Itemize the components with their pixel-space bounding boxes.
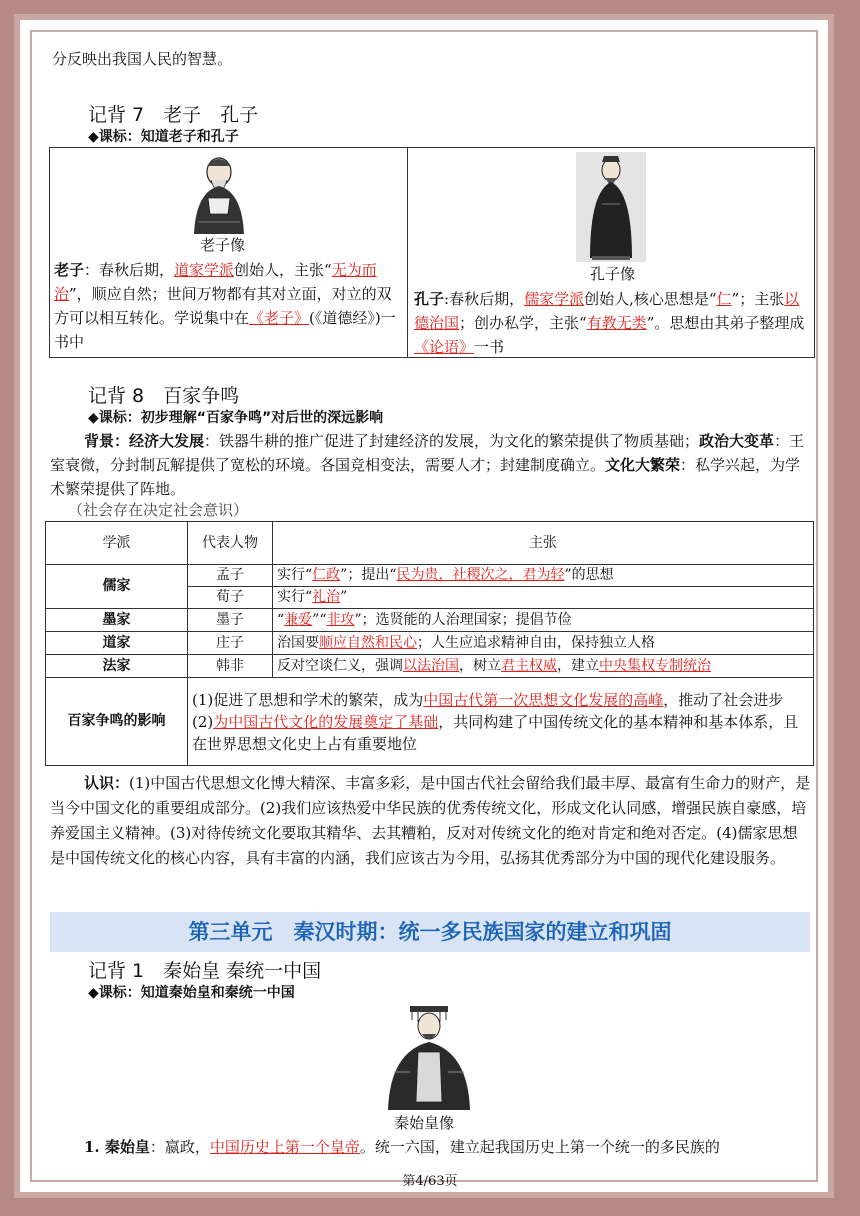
- unit-title: 第三单元 秦汉时期：统一多民族国家的建立和巩固: [188, 920, 672, 944]
- th-school: 学派: [46, 522, 188, 565]
- unit3-standard: ◆课标：知道秦始皇和秦统一中国: [88, 985, 295, 1001]
- kongzi-portrait: [576, 152, 646, 262]
- unit3-heading: 记背 1 秦始皇 秦统一中国: [88, 960, 322, 982]
- item8-heading: 记背 8 百家争鸣: [88, 385, 240, 407]
- item8-standard: ◆课标：初步理解“百家争鸣”对后世的深远影响: [88, 410, 384, 426]
- th-claim: 主张: [273, 522, 814, 565]
- note-line: （社会存在决定社会意识）: [68, 501, 249, 519]
- laozi-caption: 老子像: [200, 236, 246, 254]
- unit-banner: [50, 912, 810, 952]
- qinshihuang-text: 1. 秦始皇：嬴政，中国历史上第一个皇帝。统一六国，建立起我国历史上第一个统一的多民族的: [84, 1138, 720, 1156]
- insight-paragraph: 认识：(1)中国古代思想文化博大精深、丰富多彩，是中国古代社会留给我们最丰厚、最富有生命力的财产，是当今中国文化的重要组成部分。(2)我们应该热爱中华民族的优秀传统文化，形成文化认同感，增强民族自豪感，培养爱国主义精神。(3)对待传统文化要取其精华、去其糟粕，反对对传统文化的绝对肯定和绝对否定。(4)儒家思想是中国传统文化的核心内容，具有丰富的内涵，我们应该古为今用，弘扬其优秀部分为中国的现代化建设服务。: [50, 774, 811, 867]
- item7-heading: 记背 7 老子 孔子: [88, 104, 259, 126]
- qinshihuang-caption: 秦始皇像: [394, 1114, 455, 1132]
- background-paragraph: 背景：经济大发展：铁器牛耕的推广促进了封建经济的发展，为文化的繁荣提供了物质基础；政治大变革：王室衰微，分封制瓦解提供了宽松的环境。各国竞相变法，需要人才；封建制度确立。文化大繁荣：私学兴起，为学术繁荣提供了阵地。: [50, 432, 805, 498]
- laozi-portrait: [184, 152, 254, 234]
- kongzi-caption: 孔子像: [590, 265, 636, 283]
- qinshihuang-portrait: [380, 1002, 478, 1110]
- table-row: 儒家 孟子 实行“仁政”；提出“民为贵，社稷次之，君为轻”的思想: [46, 565, 814, 587]
- laozi-text: 老子：春秋后期，道家学派创始人，主张“无为而治”，顺应自然；世间万物都有其对立面，对立的双方可以相互转化。学说集中在《老子》(《道德经》)一书中: [54, 261, 396, 351]
- page-number: 第4/63页: [402, 1174, 458, 1189]
- table-row: 道家 庄子 治国要顺应自然和民心；人生应追求精神自由，保持独立人格: [46, 632, 814, 655]
- kongzi-text: 孔子:春秋后期，儒家学派创始人,核心思想是“仁”；主张以德治国；创办私学，主张“有教无类”。思想由其弟子整理成《论语》一书: [414, 290, 805, 356]
- table-row: 百家争鸣的影响 (1)促进了思想和学术的繁荣，成为中国古代第一次思想文化发展的高峰，推动了社会进步 (2)为中国古代文化的发展奠定了基础，共同构建了中国传统文化的基本精神和基本体系，且在世界思想文化史上占有重要地位: [46, 678, 814, 766]
- schools-table: [45, 521, 814, 766]
- table-row: 荀子 实行“礼治”: [46, 587, 814, 609]
- item7-standard: ◆课标：知道老子和孔子: [88, 129, 239, 145]
- laozi-kongzi-box: [49, 147, 815, 358]
- table-row: 法家 韩非 反对空谈仁义，强调以法治国，树立君主权威，建立中央集权专制统治: [46, 655, 814, 678]
- top-line: 分反映出我国人民的智慧。: [52, 50, 233, 68]
- table-row: 墨家 墨子 “兼爱”“非攻”；选贤能的人治理国家；提倡节俭: [46, 609, 814, 632]
- th-person: 代表人物: [188, 522, 273, 565]
